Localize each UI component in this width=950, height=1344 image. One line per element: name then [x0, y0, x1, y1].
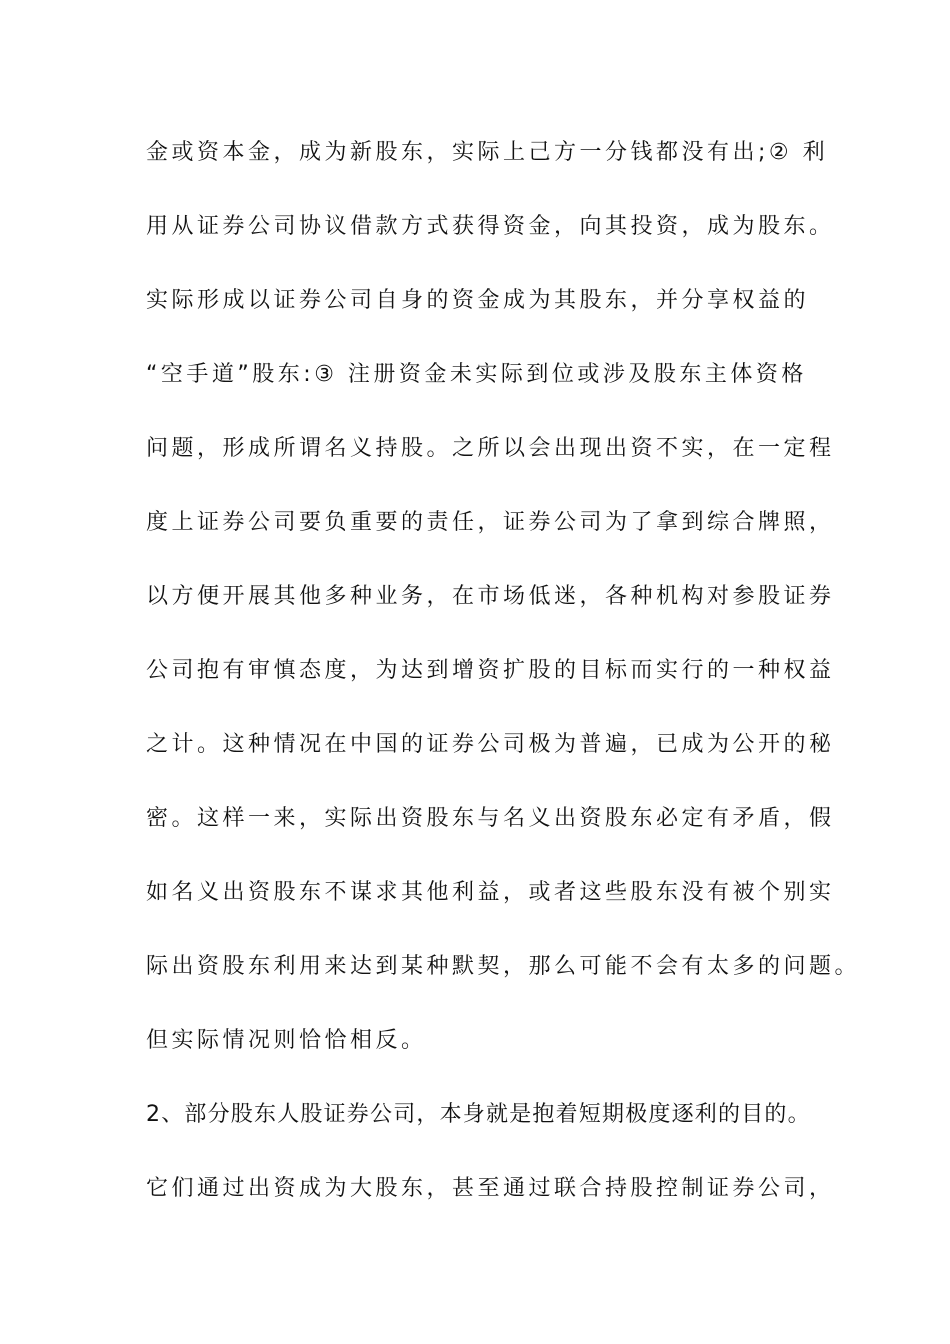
text-line: 以方便开展其他多种业务，在市场低迷，各种机构对参股证券	[146, 584, 835, 609]
text-line: 金或资本金，成为新股东，实际上己方一分钱都没有出;② 利	[146, 140, 829, 165]
text-line: 用从证券公司协议借款方式获得资金，向其投资，成为股东。	[146, 214, 835, 239]
text-line: 公司抱有审慎态度，为达到增资扩股的目标而实行的一种权益	[146, 658, 835, 683]
text-line: 2、部分股东人股证券公司，本身就是抱着短期极度逐利的目的。	[146, 1102, 811, 1127]
text-line: “空手道”股东:③ 注册资金未实际到位或涉及股东主体资格	[146, 362, 807, 387]
text-line: 之计。这种情况在中国的证券公司极为普遍，已成为公开的秘	[146, 732, 835, 757]
text-line: 密。这样一来，实际出资股东与名义出资股东必定有矛盾，假	[146, 806, 835, 831]
text-line: 际出资股东利用来达到某种默契，那么可能不会有太多的问题。	[146, 954, 861, 979]
body-text	[146, 131, 861, 1241]
text-line: 它们通过出资成为大股东，甚至通过联合持股控制证券公司，	[146, 1176, 835, 1201]
text-line: 度上证券公司要负重要的责任，证券公司为了拿到综合牌照，	[146, 510, 835, 535]
text-line: 问题，形成所谓名义持股。之所以会出现出资不实，在一定程	[146, 436, 835, 461]
text-line: 实际形成以证券公司自身的资金成为其股东，并分享权益的	[146, 288, 810, 313]
text-line: 但实际情况则恰恰相反。	[146, 1028, 427, 1053]
text-line: 如名义出资股东不谋求其他利益，或者这些股东没有被个别实	[146, 880, 835, 905]
